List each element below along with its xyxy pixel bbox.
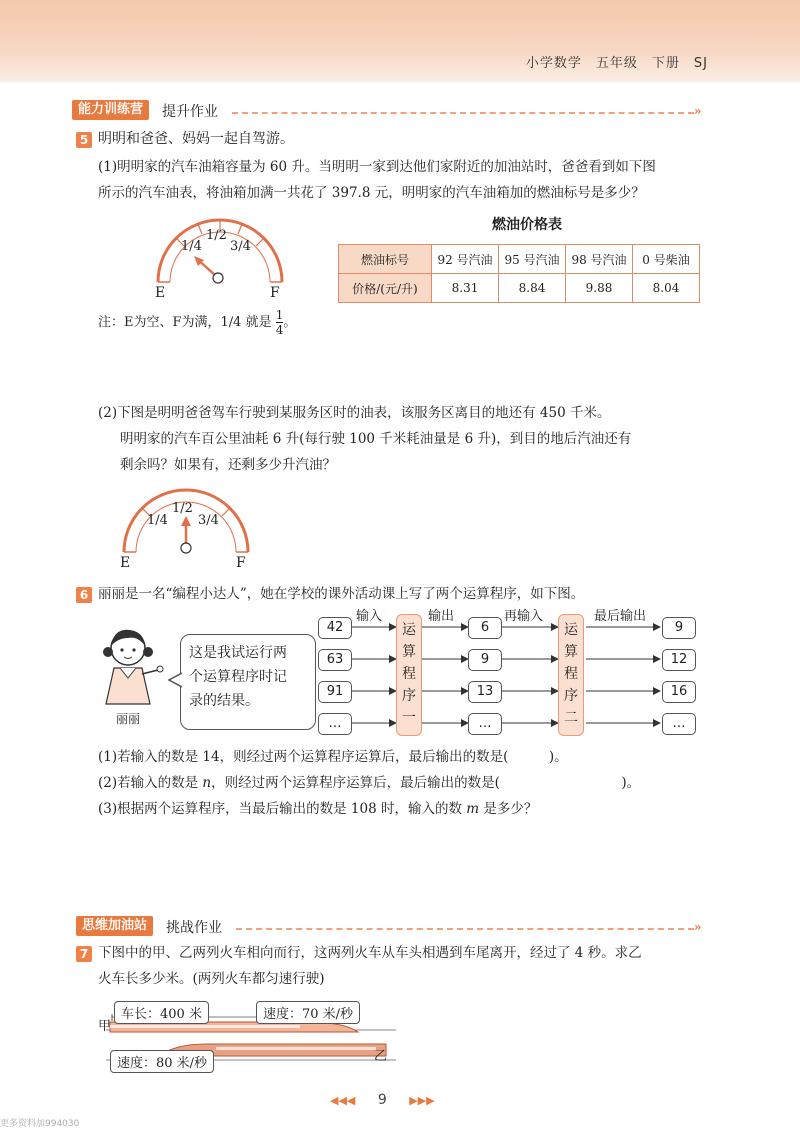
input-value-box: 63 [318, 649, 352, 671]
program-char: 运 [564, 622, 578, 638]
chevron-icon: » [694, 920, 702, 934]
fuel-gauge [116, 484, 256, 566]
program-char: 序 [564, 688, 578, 704]
section-tag: 能力训练营 [72, 100, 149, 120]
gauge-label-half: 1/2 [172, 501, 193, 516]
girl-name: 丽丽 [116, 712, 141, 726]
fraction-numerator: 1 [275, 308, 284, 322]
output-value-box: 9 [662, 617, 696, 639]
speech-bubble [180, 634, 316, 730]
part2-text: 明明家的汽车百公里油耗 6 升(每行驶 100 千米耗油量是 6 升)，到目的地后汽油还有 [120, 431, 632, 447]
table-row [339, 245, 700, 274]
subquestion [98, 798, 537, 820]
note-end: 。 [283, 315, 297, 330]
table-cell: 92 号汽油 [432, 245, 499, 274]
train-a-label: 甲 [98, 1019, 112, 1034]
train-b-label: 乙 [374, 1049, 388, 1064]
question-number: 7 [76, 946, 92, 962]
subquestion-text: 是多少？ [479, 801, 538, 817]
gauge-label-three-quarter: 3/4 [198, 513, 219, 528]
prev-arrows-icon: ◀◀◀ [330, 1094, 356, 1107]
gauge-label-three-quarter: 3/4 [230, 239, 251, 254]
part2-text: 剩余吗？如果有，还剩多少升汽油？ [120, 457, 336, 473]
question-number: 6 [76, 587, 92, 603]
question-number: 5 [76, 132, 92, 148]
program-char: 程 [564, 666, 578, 682]
variable: m [466, 801, 480, 817]
subquestion-text: (3)根据两个运算程序，当最后输出的数是 108 时，输入的数 [98, 801, 467, 817]
gauge-label-half: 1/2 [206, 228, 227, 243]
program-two-box [558, 614, 584, 736]
table-cell: 8.31 [432, 274, 499, 303]
subquestion: (1)若输入的数是 14，则经过两个运算程序运算后，最后输出的数是( )。 [98, 749, 568, 765]
subquestion-text: (2)若输入的数是 [98, 775, 203, 791]
program-char: 运 [402, 622, 416, 638]
table-cell: 8.04 [633, 274, 700, 303]
gauge-label-full: F [236, 555, 246, 571]
gauge-label-empty: E [155, 285, 166, 301]
program-char: 序 [402, 688, 416, 704]
section-divider [236, 928, 694, 930]
row-header: 价格/(元/升) [339, 274, 432, 303]
program-char: 程 [402, 666, 416, 682]
gauge-label-full: F [270, 285, 280, 301]
train-b-speed-label: 速度：80 米/秒 [110, 1050, 214, 1073]
page-footer [330, 1092, 435, 1108]
price-table [338, 244, 700, 303]
question-text: 下图中的甲、乙两列火车相向而行，这两列火车从车头相遇到车尾离开，经过了 4 秒。求乙 [98, 945, 642, 961]
arrow-label-reinput: 再输入 [504, 609, 544, 624]
table-row [339, 274, 700, 303]
bubble-tail [168, 672, 182, 688]
table-cell: 95 号汽油 [499, 245, 566, 274]
program-one-box [396, 614, 422, 736]
page-number: 9 [377, 1092, 387, 1108]
output-value-box: 12 [662, 649, 696, 671]
train-length-label: 车长：400 米 [114, 1001, 209, 1024]
mid-value-box: 6 [468, 617, 502, 639]
part1-text: (1)明明家的汽车油箱容量为 60 升。当明明一家到达他们家附近的加油站时，爸爸看到如下图 [98, 159, 656, 175]
part1-text: 所示的汽车油表，将油箱加满一共花了 397.8 元，明明家的汽车油箱加的燃油标号是多少？ [98, 185, 645, 201]
watermark: 更多资料加994030 [0, 1119, 80, 1129]
question-stem: 丽丽是一名“编程小达人”，她在学校的课外活动课上写了两个运算程序，如下图。 [98, 586, 585, 602]
program-char: 一 [402, 710, 416, 726]
bubble-line: 录的结果。 [189, 693, 259, 709]
program-char: 算 [564, 644, 578, 660]
section-divider [232, 112, 694, 114]
table-cell: 9.88 [566, 274, 633, 303]
program-char: 二 [564, 710, 578, 726]
question-stem: 明明和爸爸、妈妈一起自驾游。 [98, 131, 294, 147]
input-value-box: 91 [318, 681, 352, 703]
mid-value-box: 13 [468, 681, 502, 703]
book-info: 小学数学 五年级 下册 SJ [525, 56, 708, 71]
arrow-label-final: 最后输出 [594, 609, 647, 624]
gauge-note [98, 308, 296, 337]
section-subtitle: 挑战作业 [166, 920, 222, 936]
mid-value-box: 9 [468, 649, 502, 671]
question-text: 火车长多少米。(两列火车都匀速行驶) [98, 971, 325, 987]
table-cell: 98 号汽油 [566, 245, 633, 274]
input-value-box: … [318, 713, 352, 735]
gauge-label-empty: E [120, 555, 131, 571]
note-text: 注：E为空、F为满，1/4 就是 [98, 315, 272, 330]
mid-value-box: … [468, 713, 502, 735]
subquestion-text: ，则经过两个运算程序运算后，最后输出的数是( )。 [211, 775, 641, 791]
gauge-label-quarter: 1/4 [181, 239, 202, 254]
section-tag: 思维加油站 [76, 916, 153, 936]
arrow-label-output: 输出 [428, 609, 455, 624]
fraction-denominator: 4 [275, 323, 284, 337]
bubble-line: 这是我试运行两 [189, 645, 287, 661]
train-a-speed-label: 速度：70 米/秒 [256, 1001, 360, 1024]
chevron-icon: » [694, 104, 702, 118]
variable: n [202, 775, 212, 791]
girl-illustration [98, 622, 168, 710]
input-value-box: 42 [318, 617, 352, 639]
next-arrows-icon: ▶▶▶ [409, 1094, 435, 1107]
gauge-label-quarter: 1/4 [147, 513, 168, 528]
bubble-line: 个运算程序时记 [189, 669, 287, 685]
program-char: 算 [402, 644, 416, 660]
table-cell: 0 号柴油 [633, 245, 700, 274]
output-value-box: 16 [662, 681, 696, 703]
output-value-box: … [662, 713, 696, 735]
part2-text: (2)下图是明明爸爸驾车行驶到某服务区时的油表，该服务区离目的地还有 450 千米。 [98, 405, 611, 421]
arrow-label-input: 输入 [356, 609, 383, 624]
table-cell: 8.84 [499, 274, 566, 303]
table-title: 燃油价格表 [492, 217, 562, 233]
subquestion [98, 772, 640, 794]
section-subtitle: 提升作业 [162, 104, 218, 120]
row-header: 燃油标号 [339, 245, 432, 274]
